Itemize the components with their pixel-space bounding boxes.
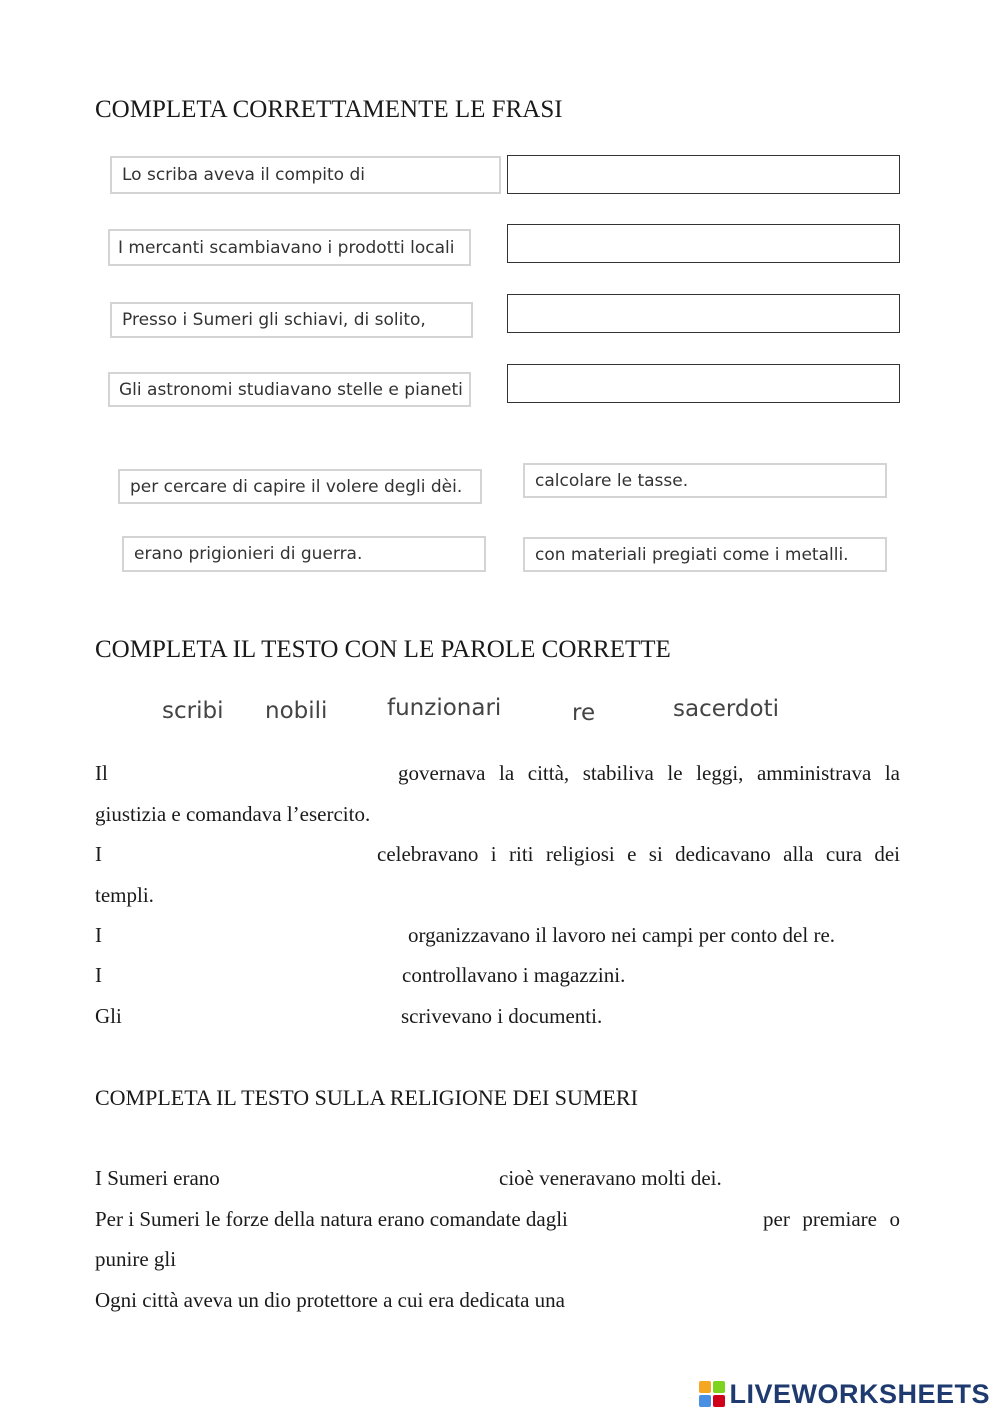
option-card-4[interactable]: con materiali pregiati come i metalli. <box>523 537 887 572</box>
liveworksheets-logo-text: LIVEWORKSHEETS <box>729 1378 990 1409</box>
text-line-1-end: governava la città, stabiliva le leggi, amministrava la <box>398 761 900 785</box>
text-line-2-cont: templi. <box>95 883 154 907</box>
text-line-5-end: scrivevano i documenti. <box>401 1004 603 1028</box>
religion-line-1-start: I Sumeri erano <box>95 1166 220 1190</box>
religion-line-2-end: per premiare o <box>763 1207 900 1231</box>
logo-square-blue <box>699 1395 711 1407</box>
text-line-1-start: Il <box>95 761 108 785</box>
blank-input-2[interactable] <box>112 839 367 869</box>
text-line-4-start: I <box>95 963 102 987</box>
text-line-2-start: I <box>95 842 102 866</box>
word-bank-nobili: nobili <box>265 698 328 724</box>
religion-line-1-end: cioè veneravano molti dei. <box>499 1166 722 1190</box>
blank-humans-input[interactable] <box>195 1244 445 1274</box>
text-line-1-cont: giustizia e comandava l’esercito. <box>95 802 371 826</box>
option-card-2[interactable]: calcolare le tasse. <box>523 463 887 498</box>
word-bank-funzionari: funzionari <box>387 695 502 721</box>
blank-gods-input[interactable] <box>643 1204 755 1234</box>
blank-temple-input[interactable] <box>630 1285 890 1315</box>
word-bank-re: re <box>572 700 596 726</box>
logo-square-green <box>713 1381 725 1393</box>
word-bank-scribi: scribi <box>162 698 224 724</box>
section2-title: COMPLETA IL TESTO CON LE PAROLE CORRETTE <box>95 636 671 663</box>
section3-title: COMPLETA IL TESTO SULLA RELIGIONE DEI SUMERI <box>95 1085 638 1110</box>
blank-input-5[interactable] <box>130 1001 390 1031</box>
text-line-5-start: Gli <box>95 1004 122 1028</box>
sentence-label-2: I mercanti scambiavano i prodotti locali <box>108 229 471 266</box>
sentence-label-4: Gli astronomi studiavano stelle e pianeti <box>108 372 471 407</box>
blank-input-1[interactable] <box>118 758 388 788</box>
answer-input-2[interactable] <box>507 224 900 263</box>
sentence-label-1: Lo scriba aveva il compito di <box>110 156 501 194</box>
logo-square-red <box>713 1395 725 1407</box>
blank-polytheist-input[interactable] <box>245 1163 490 1193</box>
option-card-1[interactable]: per cercare di capire il volere degli dèi. <box>118 469 482 504</box>
liveworksheets-logo-icon <box>699 1381 725 1407</box>
text-line-3-start: I <box>95 923 102 947</box>
religion-line-4: Ogni città aveva un dio protettore a cui era dedicata una <box>95 1288 565 1312</box>
answer-input-3[interactable] <box>507 294 900 333</box>
word-bank-sacerdoti: sacerdoti <box>673 696 780 722</box>
religion-line-2-start: Per i Sumeri le forze della natura erano comandate dagli <box>95 1207 568 1231</box>
text-line-2-end: celebravano i riti religiosi e si dedicavano alla cura dei <box>377 842 900 866</box>
blank-input-3[interactable] <box>112 920 397 950</box>
liveworksheets-logo <box>699 1378 990 1410</box>
answer-input-1[interactable] <box>507 155 900 194</box>
sentence-label-3: Presso i Sumeri gli schiavi, di solito, <box>110 302 473 338</box>
answer-input-4[interactable] <box>507 364 900 403</box>
text-line-4-end: controllavano i magazzini. <box>402 963 626 987</box>
text-line-3-end: organizzavano il lavoro nei campi per conto del re. <box>408 923 836 947</box>
religion-line-3: punire gli <box>95 1247 177 1271</box>
section1-title: COMPLETA CORRETTAMENTE LE FRASI <box>95 96 563 123</box>
blank-input-4[interactable] <box>112 960 392 990</box>
logo-square-orange <box>699 1381 711 1393</box>
option-card-3[interactable]: erano prigionieri di guerra. <box>122 536 486 572</box>
